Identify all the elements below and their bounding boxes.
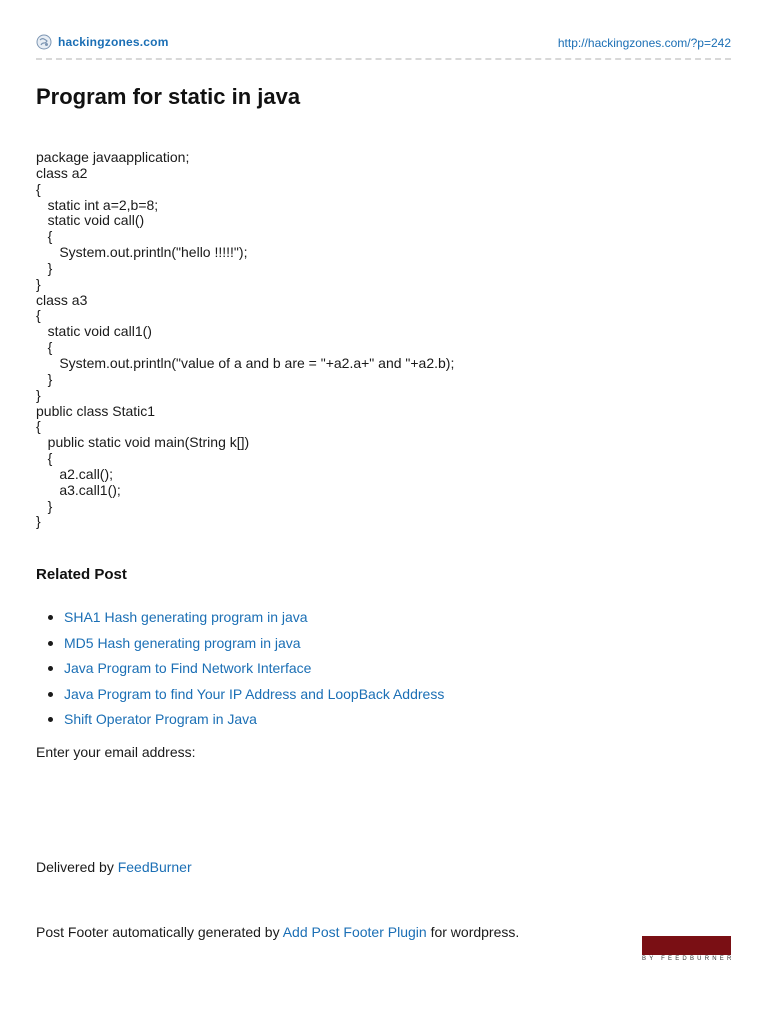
code-line: }: [36, 370, 53, 387]
code-line: System.out.println("value of a and b are = "+a2.a+" and "+a2.b);: [36, 354, 455, 371]
site-name: hackingzones.com: [58, 35, 169, 49]
code-line: public static void main(String k[]): [36, 434, 250, 451]
code-line: {: [36, 307, 41, 324]
related-post-item: [36, 606, 444, 632]
bullet-icon: [48, 615, 53, 620]
code-line: class a2: [36, 164, 88, 181]
related-post-item: [36, 657, 444, 683]
bullet-icon: [48, 666, 53, 671]
code-line: }: [36, 497, 53, 514]
bullet-icon: [48, 717, 53, 722]
code-line: static void call(): [36, 212, 145, 229]
related-post-link[interactable]: Java Program to find Your IP Address and LoopBack Address: [64, 685, 445, 702]
code-line: }: [36, 259, 53, 276]
code-line: static int a=2,b=8;: [36, 196, 159, 213]
header-divider: [36, 58, 731, 60]
feedburner-badge[interactable]: [642, 936, 735, 964]
code-line: {: [36, 418, 41, 435]
globe-icon: [36, 34, 52, 50]
code-line: {: [36, 339, 53, 356]
page-header: [36, 34, 731, 54]
code-block: [36, 150, 454, 530]
post-footer-suffix: for wordpress.: [426, 924, 520, 940]
related-post-link[interactable]: Java Program to Find Network Interface: [64, 660, 312, 677]
related-post-item: [36, 708, 444, 734]
delivered-prefix: Delivered by: [36, 859, 118, 875]
post-footer-prefix: Post Footer automatically generated by: [36, 924, 283, 940]
related-post-list: [36, 606, 444, 734]
code-line: static void call1(): [36, 323, 152, 340]
code-line: {: [36, 450, 53, 467]
code-line: {: [36, 228, 53, 245]
delivered-by: [36, 859, 192, 875]
code-line: a3.call1();: [36, 481, 121, 498]
page-url-link[interactable]: http://hackingzones.com/?p=242: [557, 36, 731, 50]
related-post-link[interactable]: MD5 Hash generating program in java: [64, 634, 301, 651]
feedburner-link[interactable]: FeedBurner: [117, 859, 192, 875]
feedburner-badge-box: [642, 936, 731, 955]
bullet-icon: [48, 641, 53, 646]
code-line: }: [36, 513, 41, 530]
page-title: Program for static in java: [36, 84, 301, 109]
code-line: class a3: [36, 291, 88, 308]
code-line: public class Static1: [36, 402, 156, 419]
code-line: System.out.println("hello !!!!!");: [36, 244, 248, 261]
code-line: }: [36, 386, 41, 403]
code-line: a2.call();: [36, 465, 114, 482]
post-footer: [36, 924, 519, 940]
related-post-heading: Related Post: [36, 566, 127, 583]
site-link[interactable]: [36, 34, 169, 50]
code-line: package javaapplication;: [36, 149, 190, 165]
code-line: {: [36, 180, 41, 197]
related-post-item: [36, 632, 444, 658]
feedburner-badge-caption: BY FEEDBURNER: [642, 956, 735, 962]
related-post-link[interactable]: SHA1 Hash generating program in java: [64, 609, 308, 625]
email-label: Enter your email address:: [36, 744, 196, 760]
add-post-footer-plugin-link[interactable]: Add Post Footer Plugin: [282, 924, 427, 940]
code-line: }: [36, 275, 41, 292]
related-post-link[interactable]: Shift Operator Program in Java: [64, 711, 257, 728]
bullet-icon: [48, 692, 53, 697]
related-post-item: [36, 683, 444, 709]
